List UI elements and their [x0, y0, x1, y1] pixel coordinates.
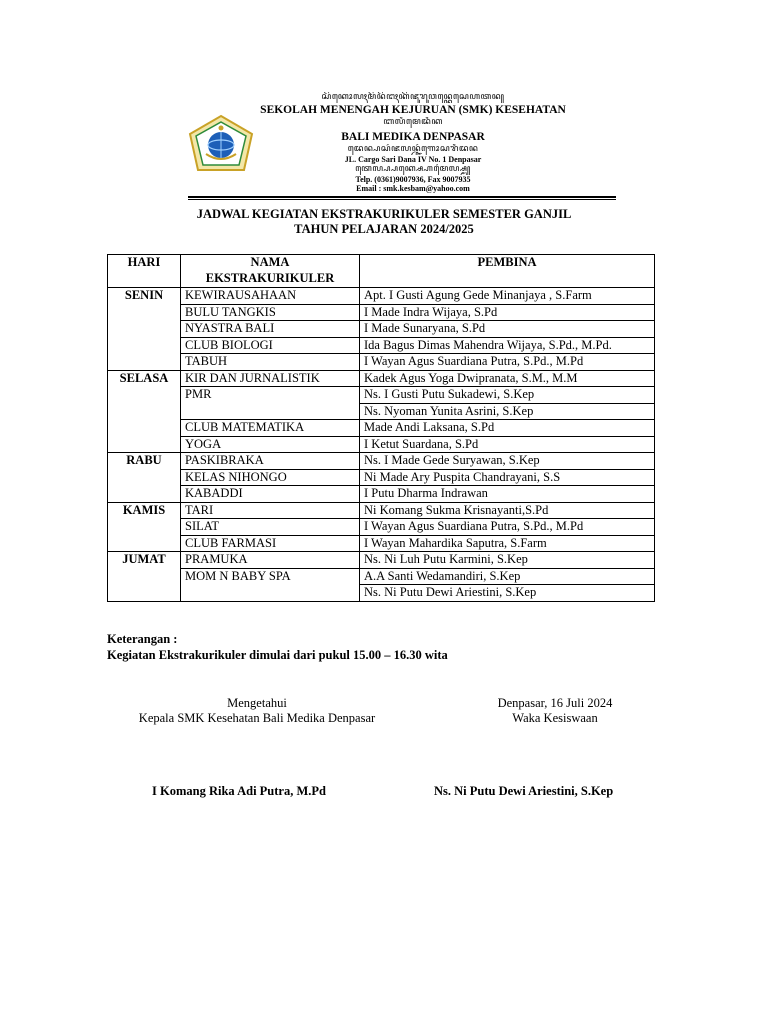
table-row — [108, 568, 655, 585]
activity-cell: TARI — [181, 502, 360, 519]
day-cell: KAMIS — [108, 502, 181, 552]
table-row — [108, 304, 655, 321]
table-row — [108, 552, 655, 569]
header-coach: PEMBINA — [360, 255, 655, 288]
school-phone: Telp. (0361)9007936, Fax 9007935 — [355, 175, 471, 184]
table-row — [108, 354, 655, 371]
day-cell: SENIN — [108, 288, 181, 371]
signature-left-line1: Mengetahui — [227, 696, 287, 710]
table-header-row — [108, 255, 655, 288]
letterhead-rule — [188, 199, 616, 200]
school-email: Email : smk.kesbam@yahoo.com — [356, 184, 470, 193]
activity-cell: NYASTRA BALI — [181, 321, 360, 338]
activity-cell: PMR — [181, 387, 360, 420]
activity-cell: SILAT — [181, 519, 360, 536]
activity-cell: CLUB FARMASI — [181, 535, 360, 552]
header-activity-line2: EKSTRAKURIKULER — [205, 270, 335, 285]
activity-cell: TABUH — [181, 354, 360, 371]
coach-cell: Ida Bagus Dimas Mahendra Wijaya, S.Pd., M.Pd. — [360, 337, 655, 354]
schedule-table — [107, 254, 655, 602]
table-row — [108, 436, 655, 453]
coach-cell: I Wayan Agus Suardiana Putra, S.Pd., M.Pd — [360, 519, 655, 536]
table-row — [108, 337, 655, 354]
signature-right-line2: Waka Kesiswaan — [512, 711, 598, 725]
coach-cell: Made Andi Laksana, S.Pd — [360, 420, 655, 437]
signature-left-line2: Kepala SMK Kesehatan Bali Medika Denpasar — [138, 711, 376, 725]
header-day: HARI — [108, 255, 181, 288]
school-address: JL. Cargo Sari Dana IV No. 1 Denpasar — [344, 155, 482, 164]
activity-cell: KEWIRAUSAHAAN — [181, 288, 360, 305]
letterhead-rule — [188, 196, 616, 198]
notes-text: Kegiatan Ekstrakurikuler dimulai dari pukul 15.00 – 16.30 wita — [107, 648, 448, 662]
activity-cell: YOGA — [181, 436, 360, 453]
activity-cell: KIR DAN JURNALISTIK — [181, 370, 360, 387]
balinese-script-line: ꦱꦼꦏꦺꦴꦭꦃꦩꦼꦤꦼꦔꦃꦏꦼꦗꦸꦫꦸꦮꦤ꧀ꦏꦺꦱꦺꦲꦠꦤ꧀ — [321, 92, 505, 102]
activity-cell: CLUB MATEMATIKA — [181, 420, 360, 437]
table-row — [108, 535, 655, 552]
document-subtitle: TAHUN PELAJARAN 2024/2025 — [294, 222, 474, 236]
table-row — [108, 502, 655, 519]
coach-cell: Apt. I Gusti Agung Gede Minanjaya , S.Farm — [360, 288, 655, 305]
letterhead-text — [208, 92, 618, 193]
table-row — [108, 321, 655, 338]
school-subtitle: BALI MEDIKA DENPASAR — [341, 131, 485, 143]
coach-cell: Ns. Ni Luh Putu Karmini, S.Kep — [360, 552, 655, 569]
day-cell: RABU — [108, 453, 181, 503]
activity-cell: PRAMUKA — [181, 552, 360, 569]
activity-cell: BULU TANGKIS — [181, 304, 360, 321]
table-row — [108, 288, 655, 305]
letterhead — [180, 92, 620, 200]
day-cell: JUMAT — [108, 552, 181, 602]
balinese-script-line: ꦧꦭꦶꦩꦺꦢꦶꦏ — [383, 117, 443, 127]
document-title: JADWAL KEGIATAN EKSTRAKURIKULER SEMESTER GANJIL — [196, 207, 572, 221]
activity-cell: KELAS NIHONGO — [181, 469, 360, 486]
notes-heading: Keterangan : — [107, 632, 178, 646]
coach-cell: Ni Komang Sukma Krisnayanti,S.Pd — [360, 502, 655, 519]
table-row — [108, 519, 655, 536]
day-cell: SELASA — [108, 370, 181, 453]
header-activity-line1: NAMA — [250, 255, 290, 269]
table-row — [108, 486, 655, 503]
coach-cell: I Wayan Mahardika Saputra, S.Farm — [360, 535, 655, 552]
signature-left — [107, 696, 407, 726]
coach-cell: I Ketut Suardana, S.Pd — [360, 436, 655, 453]
signature-right-name: Ns. Ni Putu Dewi Ariestini, S.Kep — [434, 784, 614, 798]
activity-cell: CLUB BIOLOGI — [181, 337, 360, 354]
header-activity — [181, 255, 360, 288]
signature-left-name: I Komang Rika Adi Putra, M.Pd — [152, 784, 326, 798]
balinese-script-line: ꦠꦺꦭ꧀ꦥ꧀ꦥꦏ꧀ꦱ꧀ꦲꦺꦩꦻꦭ꧀ꦱ꧀ꦩ꧀ꦏ꧀ — [355, 164, 471, 174]
coach-cell: Kadek Agus Yoga Dwipranata, S.M., M.M — [360, 370, 655, 387]
balinese-script-line: ꦢꦺꦤ꧀ꦥꦱꦂꦗꦭꦤ꧀ꦕꦂꦒꦺꦴꦱꦫꦶꦢꦤ — [347, 144, 479, 154]
table-body — [108, 288, 655, 602]
table-row — [108, 387, 655, 404]
coach-cell: I Made Indra Wijaya, S.Pd — [360, 304, 655, 321]
coach-cell: Ns. Ni Putu Dewi Ariestini, S.Kep — [360, 585, 655, 602]
coach-cell: I Made Sunaryana, S.Pd — [360, 321, 655, 338]
coach-cell: Ns. I Gusti Putu Sukadewi, S.Kep — [360, 387, 655, 404]
coach-cell: I Wayan Agus Suardiana Putra, S.Pd., M.Pd — [360, 354, 655, 371]
coach-cell: Ni Made Ary Puspita Chandrayani, S.S — [360, 469, 655, 486]
coach-cell: Ns. I Made Gede Suryawan, S.Kep — [360, 453, 655, 470]
school-name: SEKOLAH MENENGAH KEJURUAN (SMK) KESEHATAN — [260, 104, 566, 116]
table-row — [108, 453, 655, 470]
table-row — [108, 420, 655, 437]
activity-cell: KABADDI — [181, 486, 360, 503]
table-row — [108, 370, 655, 387]
table-row — [108, 469, 655, 486]
coach-cell: Ns. Nyoman Yunita Asrini, S.Kep — [360, 403, 655, 420]
activity-cell: PASKIBRAKA — [181, 453, 360, 470]
signature-right — [440, 696, 670, 726]
signature-right-line1: Denpasar, 16 Juli 2024 — [497, 696, 613, 710]
activity-cell: MOM N BABY SPA — [181, 568, 360, 601]
coach-cell: I Putu Dharma Indrawan — [360, 486, 655, 503]
coach-cell: A.A Santi Wedamandiri, S.Kep — [360, 568, 655, 585]
